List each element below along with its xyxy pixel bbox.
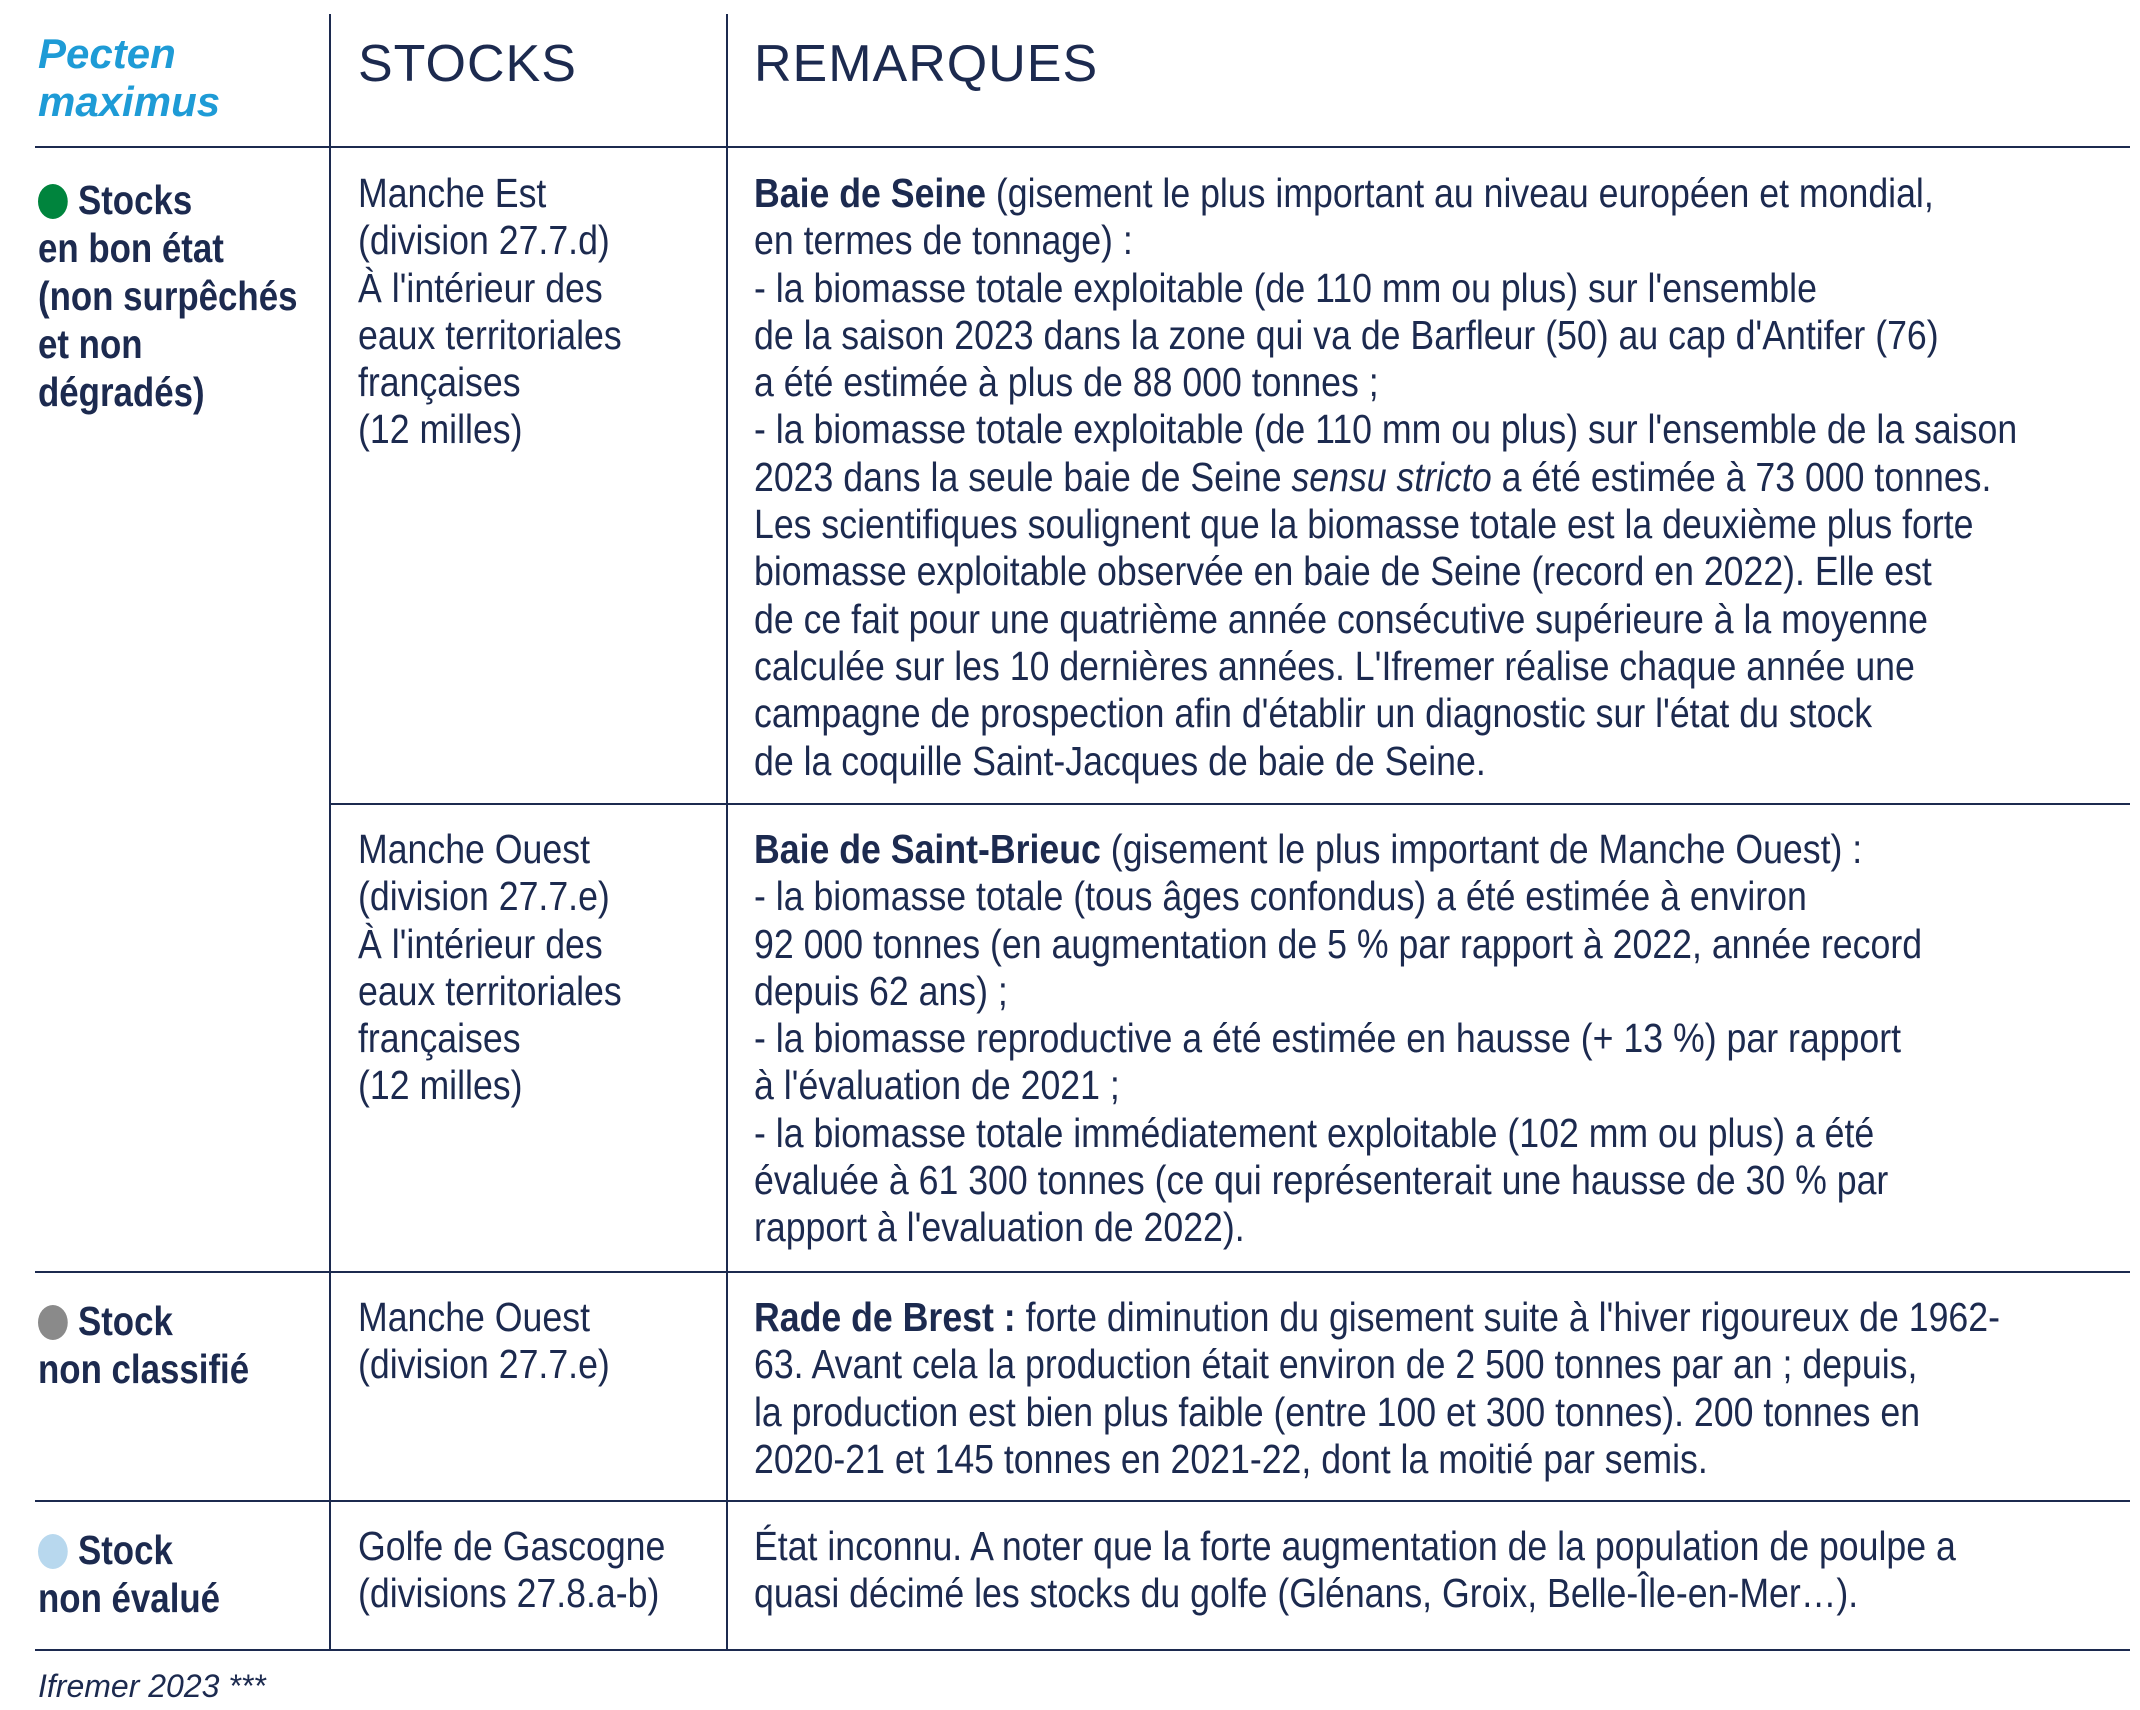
stock-line: À l'intérieur des <box>358 920 603 967</box>
stock-cell <box>358 1523 665 1618</box>
status-label: en bon état <box>38 225 224 271</box>
stock-line: (12 milles) <box>358 406 523 453</box>
remark-line: à l'évaluation de 2021 ; <box>754 1062 1120 1109</box>
remark-italic: sensu stricto <box>1291 453 1492 500</box>
remark-cell <box>754 1523 1956 1618</box>
remark-line: campagne de prospection afin d'établir un diagnostic sur l'état du stock <box>754 690 1873 737</box>
remark-cell <box>754 826 1922 1252</box>
remark-line: État inconnu. A noter que la forte augmentation de la population de poulpe a <box>754 1523 1956 1569</box>
stock-line: françaises <box>358 1015 521 1062</box>
remark-heading: Rade de Brest : <box>754 1294 1016 1340</box>
gray-dot-icon <box>38 1305 68 1340</box>
stock-line: eaux territoriales <box>358 967 622 1014</box>
stock-line: (divisions 27.8.a-b) <box>358 1570 660 1617</box>
section-divider <box>35 1500 2130 1502</box>
remark-line: - la biomasse totale immédiatement exploitable (102 mm ou plus) a été <box>754 1109 1875 1156</box>
column-divider-2 <box>726 14 728 1650</box>
stock-line: eaux territoriales <box>358 311 622 358</box>
species-line: Pecten <box>38 30 176 77</box>
remark-line: Les scientifiques soulignent que la biomasse totale est la deuxième plus forte <box>754 501 1974 548</box>
status-label: Stock <box>77 1298 173 1344</box>
remark-line: en termes de tonnage) : <box>754 217 1133 264</box>
remark-line: 2020-21 et 145 tonnes en 2021-22, dont la moitié par semis. <box>754 1435 1708 1482</box>
remark-heading: Baie de Seine <box>754 170 986 216</box>
remark-line: biomasse exploitable observée en baie de Seine (record en 2022). Elle est <box>754 548 1932 595</box>
species-name <box>38 30 318 126</box>
column-header-stocks: STOCKS <box>358 35 577 93</box>
stock-line: (division 27.7.e) <box>358 1341 610 1388</box>
status-label: dégradés) <box>38 369 205 415</box>
stock-cell <box>358 170 622 454</box>
remark-line: a été estimée à plus de 88 000 tonnes ; <box>754 359 1379 406</box>
remark-line: - la biomasse totale exploitable (de 110 mm ou plus) sur l'ensemble de la saison <box>754 406 2018 453</box>
remark-line: quasi décimé les stocks du golfe (Glénans, Groix, Belle-Île-en-Mer…). <box>754 1570 1859 1617</box>
stock-line: À l'intérieur des <box>358 264 603 311</box>
remark-line: - la biomasse totale exploitable (de 110 mm ou plus) sur l'ensemble <box>754 264 1817 311</box>
status-label: Stock <box>77 1527 173 1573</box>
remark-line: depuis 62 ans) ; <box>754 967 1008 1014</box>
stock-line: françaises <box>358 359 521 406</box>
source-note: Ifremer 2023 *** <box>38 1668 266 1704</box>
remark-line: (gisement le plus important au niveau européen et mondial, <box>985 170 1934 216</box>
remark-line: - la biomasse reproductive a été estimée en hausse (+ 13 %) par rapport <box>754 1015 1901 1062</box>
light-blue-dot-icon <box>38 1534 68 1569</box>
stock-line: (division 27.7.e) <box>358 873 610 920</box>
green-dot-icon <box>38 184 68 219</box>
row-divider <box>329 803 2130 805</box>
stock-line: Manche Ouest <box>358 1294 590 1340</box>
status-label: (non surpêchés <box>38 273 298 319</box>
remark-line: - la biomasse totale (tous âges confondus) a été estimée à environ <box>754 873 1807 920</box>
status-not-evaluated <box>38 1526 285 1622</box>
remark-cell <box>754 1294 2000 1483</box>
status-good <box>38 176 298 416</box>
status-label: non évalué <box>38 1575 221 1621</box>
table-bottom-rule <box>35 1649 2130 1651</box>
remark-line: (gisement le plus important de Manche Ouest) : <box>1100 826 1863 872</box>
remark-line: 63. Avant cela la production était environ de 2 500 tonnes par an ; depuis, <box>754 1341 1918 1388</box>
section-divider <box>35 1271 2130 1273</box>
column-header-remarques: REMARQUES <box>754 35 1099 93</box>
remark-line: a été estimée à 73 000 tonnes. <box>1491 453 1992 500</box>
stock-line: Manche Est <box>358 170 547 216</box>
stock-cell <box>358 826 622 1110</box>
stock-line: Golfe de Gascogne <box>358 1523 666 1569</box>
remark-line: rapport à l'evaluation de 2022). <box>754 1204 1245 1251</box>
remark-cell <box>754 170 2017 785</box>
remark-line: de ce fait pour une quatrième année consécutive supérieure à la moyenne <box>754 595 1928 642</box>
column-divider-1 <box>329 14 331 1650</box>
remark-heading: Baie de Saint-Brieuc <box>754 826 1101 872</box>
stock-line: Manche Ouest <box>358 826 590 872</box>
stock-line: (division 27.7.d) <box>358 217 610 264</box>
stock-cell <box>358 1294 610 1389</box>
remark-line: de la coquille Saint-Jacques de baie de Seine. <box>754 737 1486 784</box>
remark-line: 2023 dans la seule baie de Seine <box>754 453 1292 500</box>
remark-line: de la saison 2023 dans la zone qui va de Barfleur (50) au cap d'Antifer (76) <box>754 311 1939 358</box>
remark-line: forte diminution du gisement suite à l'hiver rigoureux de 1962- <box>1015 1294 2000 1340</box>
status-not-classified <box>38 1297 285 1393</box>
status-label: non classifié <box>38 1346 250 1392</box>
remark-line: calculée sur les 10 dernières années. L'Ifremer réalise chaque année une <box>754 642 1915 689</box>
remark-line: 92 000 tonnes (en augmentation de 5 % par rapport à 2022, année record <box>754 920 1923 967</box>
status-label: Stocks <box>77 177 193 223</box>
status-label: et non <box>38 321 143 367</box>
species-line: maximus <box>38 78 221 125</box>
header-rule <box>35 146 2130 148</box>
stock-line: (12 milles) <box>358 1062 523 1109</box>
remark-line: la production est bien plus faible (entre 100 et 300 tonnes). 200 tonnes en <box>754 1388 1921 1435</box>
remark-line: évaluée à 61 300 tonnes (ce qui représenterait une hausse de 30 % par <box>754 1157 1889 1204</box>
